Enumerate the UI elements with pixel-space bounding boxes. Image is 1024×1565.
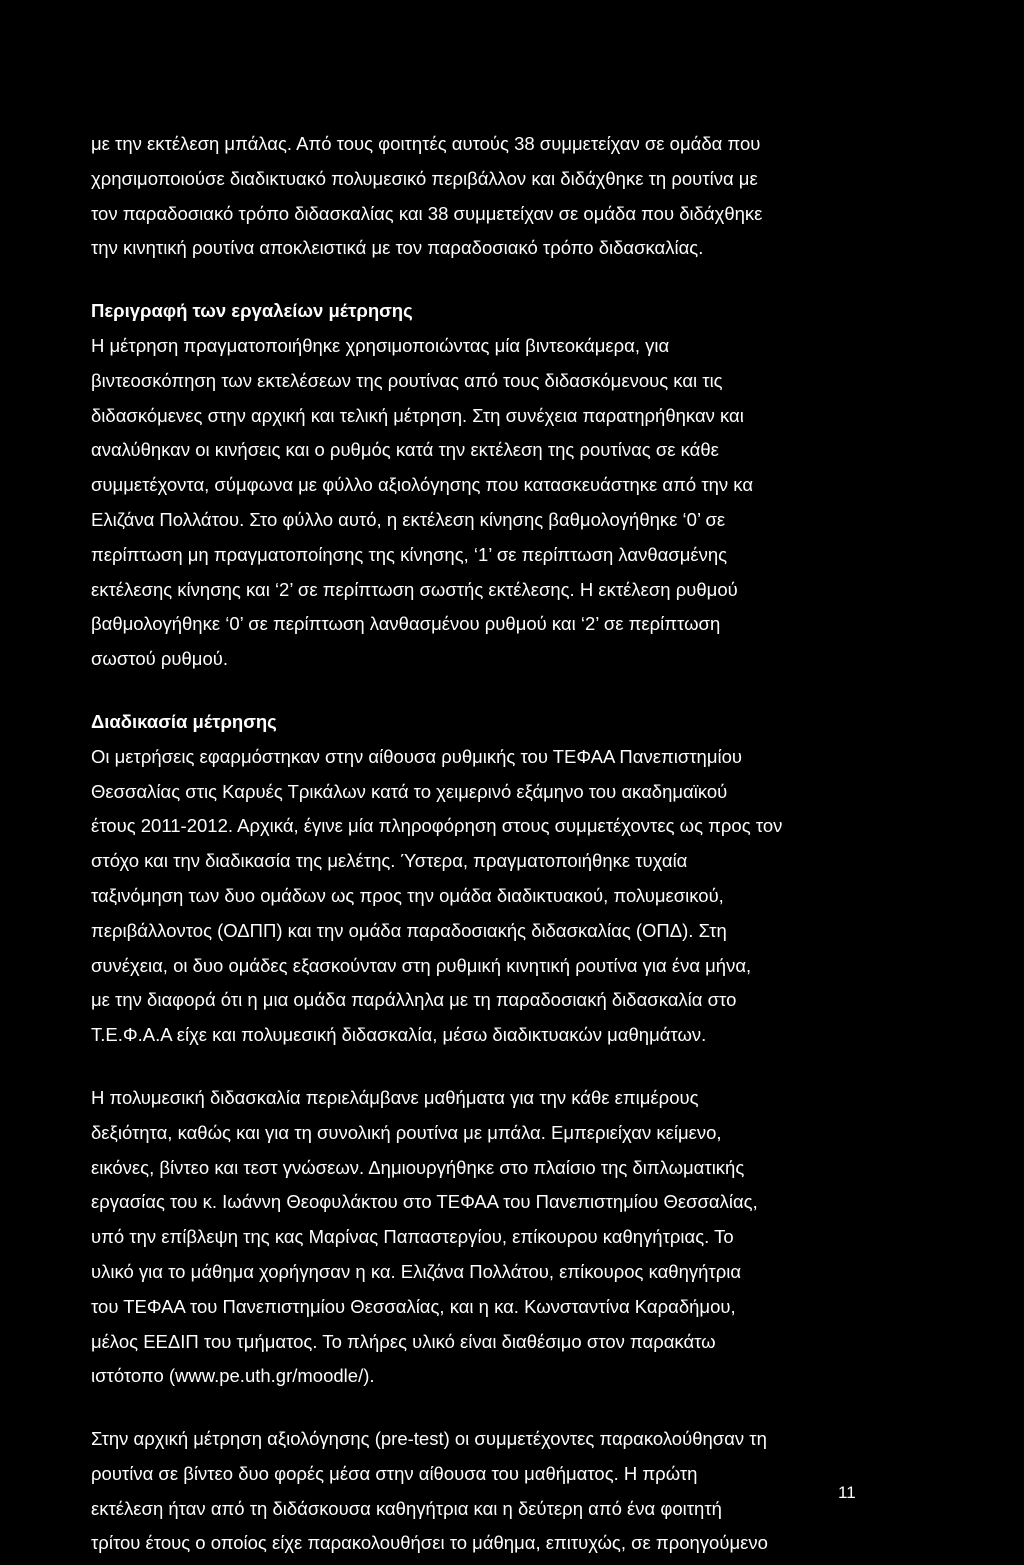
text-line: διδασκόμενες στην αρχική και τελική μέτρηση. Στη συνέχεια παρατηρήθηκαν και <box>91 404 744 426</box>
text-line: Στην αρχική μέτρηση αξιολόγησης (pre-test) οι συμμετέχοντες παρακολούθησαν τη <box>91 1428 767 1450</box>
text-line: του ΤΕΦΑΑ του Πανεπιστημίου Θεσσαλίας, και η κα. Κωνσταντίνα Καραδήμου, <box>91 1295 736 1317</box>
spacer <box>91 266 871 294</box>
text-line: τον παραδοσιακό τρόπο διδασκαλίας και 38 συμμετείχαν σε ομάδα που διδάχθηκε <box>91 202 763 224</box>
text-line: σωστού ρυθμού. <box>91 648 229 670</box>
text-line: συμμετέχοντα, σύμφωνα με φύλλο αξιολόγησης που κατασκευάστηκε από την κα <box>91 474 754 496</box>
text-line: με την εκτέλεση μπάλας. Από τους φοιτητές αυτούς 38 συμμετείχαν σε ομάδα που <box>91 133 761 154</box>
text-line: Η μέτρηση πραγματοποιήθηκε χρησιμοποιώντας μία βιντεοκάμερα, για <box>91 334 670 356</box>
text-line: εκτέλεση ήταν από τη διδάσκουσα καθηγήτρια και η δεύτερη από ένα φοιτητή <box>91 1497 722 1519</box>
text-line: την κινητική ρουτίνα αποκλειστικά με τον παραδοσιακό τρόπο διδασκαλίας. <box>91 237 704 259</box>
text-line: χρησιμοποιούσε διαδικτυακό πολυμεσικό περιβάλλον και διδάχθηκε τη ρουτίνα με <box>91 167 758 189</box>
text-line: εικόνες, βίντεο και τεστ γνώσεων. Δημιουργήθηκε στο πλαίσιο της διπλωματικής <box>91 1156 745 1178</box>
text-line: στόχο και την διαδικασία της μελέτης. Ύστερα, πραγματοποιήθηκε τυχαία <box>91 850 688 872</box>
text-line: τρίτου έτους ο οποίος είχε παρακολουθήσει το μάθημα, επιτυχώς, σε προηγούμενο <box>91 1532 768 1554</box>
heading-procedure: Διαδικασία μέτρησης <box>91 710 277 732</box>
text-line: εκτέλεσης κίνησης και ‘2’ σε περίπτωση σωστής εκτέλεσης. Η εκτέλεση ρυθμού <box>91 578 738 600</box>
text-line: δεξιότητα, καθώς και για τη συνολική ρουτίνα με μπάλα. Εμπεριείχαν κείμενο, <box>91 1121 722 1143</box>
text-line: αναλύθηκαν οι κινήσεις και ο ρυθμός κατά την εκτέλεση της ρουτίνας σε κάθε <box>91 439 719 461</box>
text-line: έτους 2011-2012. Αρχικά, έγινε μία πληροφόρηση στους συμμετέχοντες ως προς τον <box>91 815 783 837</box>
text-line: βιντεοσκόπηση των εκτελέσεων της ρουτίνας από τους διδασκόμενους και τις <box>91 369 723 391</box>
text-line: ιστότοπο (www.pe.uth.gr/moodle/). <box>91 1365 375 1387</box>
paragraph-procedure <box>91 740 871 1053</box>
text-line: εργασίας του κ. Ιωάννη Θεοφυλάκτου στο ΤΕΦΑΑ του Πανεπιστημίου Θεσσαλίας, <box>91 1191 758 1213</box>
text-line: Η πολυμεσική διδασκαλία περιελάμβανε μαθήματα για την κάθε επιμέρους <box>91 1086 699 1108</box>
text-line: ρουτίνα σε βίντεο δυο φορές μέσα στην αίθουσα του μαθήματος. Η πρώτη <box>91 1462 698 1484</box>
paragraph-pretest <box>91 1422 871 1561</box>
text-line: συνέχεια, οι δυο ομάδες εξασκούνταν στη ρυθμική κινητική ρουτίνα για ένα μήνα, <box>91 954 752 976</box>
document-page <box>91 127 871 1561</box>
text-line: βαθμολογήθηκε ‘0’ σε περίπτωση λανθασμένου ρυθμού και ‘2’ σε περίπτωση <box>91 613 721 635</box>
text-line: Οι μετρήσεις εφαρμόστηκαν στην αίθουσα ρυθμικής του ΤΕΦΑΑ Πανεπιστημίου <box>91 745 743 767</box>
text-line: υπό την επίβλεψη της κας Μαρίνας Παπαστεργίου, επίκουρου καθηγήτριας. Το <box>91 1226 734 1248</box>
spacer <box>91 1053 871 1081</box>
paragraph-multimedia <box>91 1081 871 1394</box>
spacer <box>91 677 871 705</box>
text-line: υλικό για το μάθημα χορήγησαν η κα. Ελιζάνα Πολλάτου, επίκουρος καθηγήτρια <box>91 1260 742 1282</box>
text-line: Ελιζάνα Πολλάτου. Στο φύλλο αυτό, η εκτέλεση κίνησης βαθμολογήθηκε ‘0’ σε <box>91 508 726 530</box>
text-line: ταξινόμηση των δυο ομάδων ως προς την ομάδα διαδικτυακού, πολυμεσικού, <box>91 884 724 906</box>
paragraph-intro <box>91 127 871 266</box>
text-line: με την διαφορά ότι η μια ομάδα παράλληλα με τη παραδοσιακή διδασκαλία στο <box>91 989 737 1011</box>
heading-tools: Περιγραφή των εργαλείων μέτρησης <box>91 300 413 322</box>
text-line: Θεσσαλίας στις Καρυές Τρικάλων κατά το χειμερινό εξάμηνο του ακαδημαϊκού <box>91 780 728 802</box>
page-number: 11 <box>838 1483 856 1502</box>
text-line: περιβάλλοντος (ΟΔΠΠ) και την ομάδα παραδοσιακής διδασκαλίας (ΟΠΔ). Στη <box>91 919 727 941</box>
text-line: περίπτωση μη πραγματοποίησης της κίνησης, ‘1’ σε περίπτωση λανθασμένης <box>91 543 728 565</box>
spacer <box>91 1394 871 1422</box>
text-line: Τ.Ε.Φ.Α.Α είχε και πολυμεσική διδασκαλία, μέσω διαδικτυακών μαθημάτων. <box>91 1024 707 1046</box>
text-line: μέλος ΕΕΔΙΠ του τμήματος. Το πλήρες υλικό είναι διαθέσιμο στον παρακάτω <box>91 1330 716 1352</box>
paragraph-tools <box>91 329 871 677</box>
